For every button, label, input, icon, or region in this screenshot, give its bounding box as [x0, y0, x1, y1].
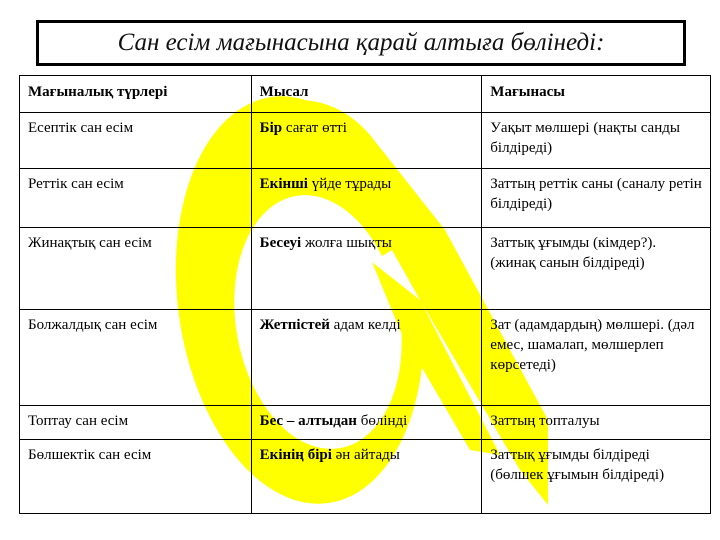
example-rest: сағат өтті [282, 120, 347, 136]
meaning-cell: Заттық ұғымды (кімдер?). (жинақ санын білдіреді) [482, 228, 711, 310]
meaning-cell: Заттық ұғымды білдіреді (бөлшек ұғымын білдіреді) [482, 440, 711, 514]
example-rest: бөлінді [356, 413, 408, 429]
meaning-cell: Зат (адамдардың) мөлшері. (дәл емес, шамалап, мөлшерлеп көрсетеді) [482, 310, 711, 406]
type-cell: Есептік сан есім [20, 113, 252, 169]
example-cell [251, 113, 482, 169]
type-cell: Жинақтық сан есім [20, 228, 252, 310]
type-cell: Бөлшектік сан есім [20, 440, 252, 514]
table-row [20, 406, 711, 440]
table-header-row [20, 76, 711, 113]
example-rest: үйде тұрады [307, 176, 392, 192]
table-row [20, 310, 711, 406]
type-cell: Топтау сан есім [20, 406, 252, 440]
title-text: Сан есім мағынасына қарай алтыға бөлінеді: [117, 29, 605, 56]
page-title [36, 20, 686, 66]
table-row [20, 113, 711, 169]
table-row [20, 169, 711, 228]
example-rest: ән айтады [331, 447, 400, 463]
type-cell: Реттік сан есім [20, 169, 252, 228]
example-keyword: Екінің бірі [259, 447, 332, 463]
example-cell [251, 169, 482, 228]
example-cell [251, 440, 482, 514]
type-cell: Болжалдық сан есім [20, 310, 252, 406]
example-keyword: Бес – алтыдан [259, 413, 357, 429]
header-meaning: Мағынасы [482, 76, 711, 113]
meaning-cell: Уақыт мөлшері (нақты санды білдіреді) [482, 113, 711, 169]
example-keyword: Екінші [259, 176, 308, 192]
example-keyword: Бесеуі [259, 235, 302, 251]
meaning-cell: Заттың реттік саны (саналу ретін білдіреді) [482, 169, 711, 228]
table-row [20, 440, 711, 514]
table-row [20, 228, 711, 310]
numeral-types-table [19, 75, 711, 514]
example-cell [251, 406, 482, 440]
example-rest: адам келді [329, 317, 401, 333]
header-example: Мысал [251, 76, 482, 113]
example-cell [251, 228, 482, 310]
header-types: Мағыналық түрлері [20, 76, 252, 113]
meaning-cell: Заттың топталуы [482, 406, 711, 440]
example-keyword: Бір [259, 120, 283, 136]
example-cell [251, 310, 482, 406]
example-keyword: Жетпістей [259, 317, 330, 333]
example-rest: жолға шықты [301, 235, 392, 251]
